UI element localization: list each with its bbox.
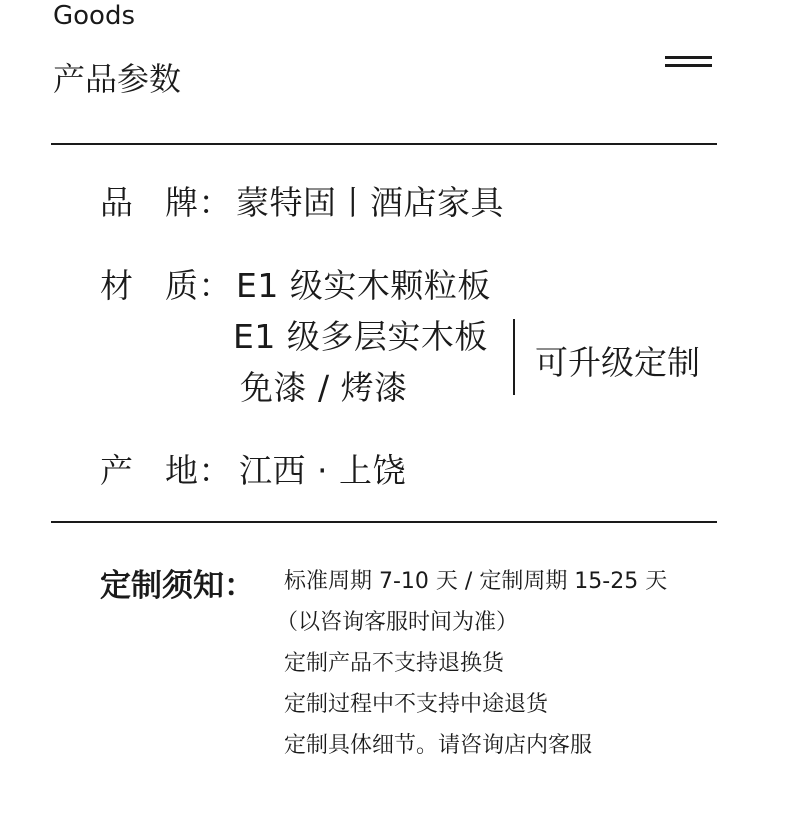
origin-value: 江西 · 上饶 (239, 451, 406, 490)
brand-label-char1: 品 (100, 183, 134, 222)
origin-label-char1: 产 (100, 451, 134, 490)
material-line-1: E1 级实木颗粒板 (236, 266, 491, 305)
origin-label-char2: 地： (165, 451, 232, 490)
material-label-char2: 质： (165, 266, 232, 305)
notice-line-2: （以咨询客服时间为准） (276, 610, 519, 635)
divider-middle (51, 521, 717, 523)
material-line-2: E1 级多层实木板 (233, 317, 488, 356)
material-separator (513, 319, 515, 395)
upgrade-note: 可升级定制 (535, 343, 700, 382)
menu-icon-bar-top (665, 56, 712, 59)
page-title: 产品参数 (53, 60, 182, 98)
brand-value: 蒙特固丨酒店家具 (236, 183, 504, 222)
brand-label-char2: 牌： (165, 183, 232, 222)
notice-line-1: 标准周期 7-10 天 / 定制周期 15-25 天 (284, 569, 668, 594)
notice-label: 定制须知： (100, 568, 255, 604)
header-eyebrow: Goods (53, 1, 136, 31)
divider-top (51, 143, 717, 145)
menu-icon[interactable] (665, 56, 712, 70)
notice-line-3: 定制产品不支持退换货 (284, 651, 505, 676)
material-line-3: 免漆 / 烤漆 (240, 368, 408, 407)
material-label-char1: 材 (100, 266, 134, 305)
notice-line-5: 定制具体细节。请咨询店内客服 (284, 733, 593, 758)
notice-line-4: 定制过程中不支持中途退货 (284, 692, 549, 717)
menu-icon-bar-bottom (665, 64, 712, 67)
